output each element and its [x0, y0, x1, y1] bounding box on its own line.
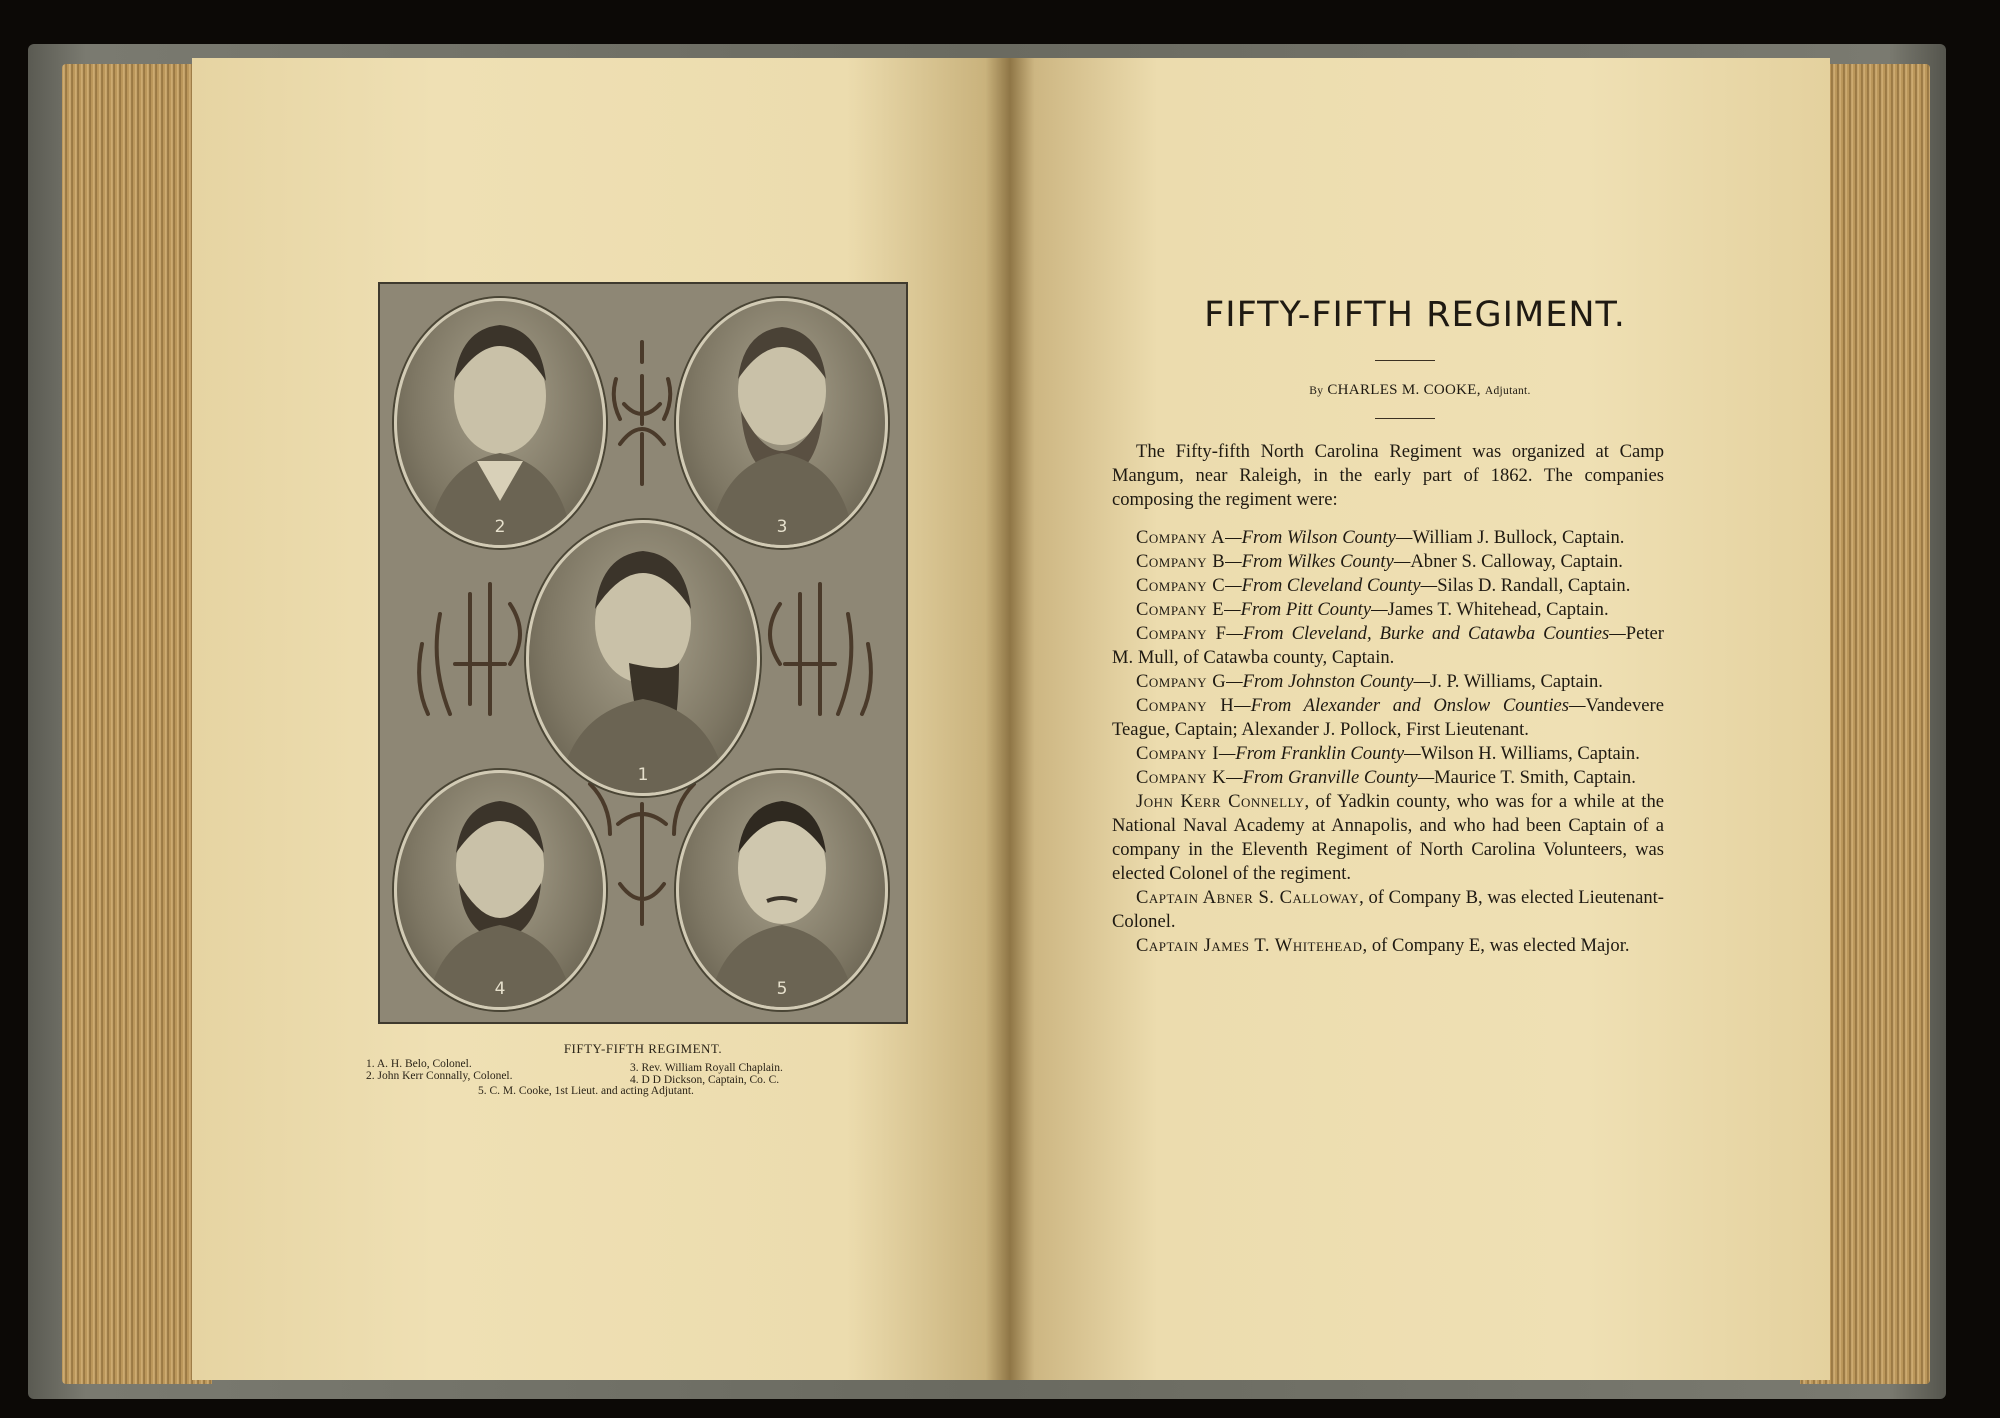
company-entry: Company K—From Granville County—Maurice T. Smith, Captain.: [1136, 767, 1636, 788]
officer-figure-icon: [679, 301, 885, 545]
officer-paragraph: Captain Abner S. Calloway, of Company B, was elected Lieutenant-Colonel.: [1112, 887, 1664, 932]
portrait-5: [676, 770, 888, 1010]
company-entry: Company F—From Cleveland, Burke and Catawba Counties—Peter M. Mull, of Catawba county, Captain.: [1112, 623, 1665, 668]
portrait-2: [394, 298, 606, 548]
chapter-body: [1112, 440, 1664, 958]
portrait-3: [676, 298, 888, 548]
company-entry: Company B—From Wilkes County—Abner S. Calloway, Captain.: [1136, 551, 1623, 572]
company-entry: Company A—From Wilson County—William J. Bullock, Captain.: [1136, 527, 1625, 548]
company-entry: Company G—From Johnston County—J. P. Williams, Captain.: [1136, 671, 1603, 692]
plate-caption-title: FIFTY-FIFTH REGIMENT.: [563, 1041, 723, 1056]
portrait-number: 2: [494, 517, 506, 537]
page-edges-left: [62, 64, 212, 1384]
portrait-number: 4: [494, 979, 506, 999]
company-entry: Company E—From Pitt County—James T. Whitehead, Captain.: [1136, 599, 1609, 620]
company-entry: Company I—From Franklin County—Wilson H. Williams, Captain.: [1136, 743, 1640, 764]
portrait-4: [394, 770, 606, 1010]
byline-by: By: [1309, 385, 1324, 397]
officer-figure-icon: [397, 773, 603, 1007]
chapter-title: FIFTY-FIFTH REGIMENT.: [1204, 295, 1626, 335]
byline-rule: [1375, 418, 1435, 419]
byline-name: CHARLES M. COOKE,: [1327, 382, 1481, 398]
portrait-plate: [378, 282, 908, 1024]
intro-paragraph: The Fifty-fifth North Carolina Regiment was organized at Camp Mangum, near Raleigh, in the early part of 1862. The companies composing the regiment were:: [1112, 441, 1664, 510]
officer-figure-icon: [397, 301, 603, 545]
portrait-number: 5: [776, 979, 788, 999]
company-entry: Company C—From Cleveland County—Silas D. Randall, Captain.: [1136, 575, 1631, 596]
caption-entry: 3. Rev. William Royall Chaplain.: [630, 1062, 783, 1074]
caption-entry: 2. John Kerr Connally, Colonel.: [366, 1070, 513, 1082]
officer-paragraph: John Kerr Connelly, of Yadkin county, who was for a while at the National Naval Academy at Annapolis, and who had been Captain of a company in the Eleventh Regiment of North Carolina Volunteers, was elected Colonel of the regiment.: [1112, 791, 1664, 884]
caption-entry: 5. C. M. Cooke, 1st Lieut. and acting Adjutant.: [478, 1085, 694, 1097]
officer-figure-icon: [679, 773, 885, 1007]
caption-entry: 4. D D Dickson, Captain, Co. C.: [630, 1074, 780, 1086]
portrait-number: 3: [776, 517, 788, 537]
officer-figure-icon: [529, 523, 757, 793]
officer-paragraph: Captain James T. Whitehead, of Company E, was elected Major.: [1136, 935, 1630, 956]
portrait-1: [526, 520, 760, 796]
caption-entry: 1. A. H. Belo, Colonel.: [366, 1058, 472, 1070]
company-entry: Company H—From Alexander and Onslow Counties—Vandevere Teague, Captain; Alexander J. Pollock, First Lieutenant.: [1112, 695, 1664, 740]
byline: [1060, 382, 1780, 399]
title-rule: [1375, 360, 1435, 361]
portrait-number: 1: [637, 765, 649, 785]
byline-role: Adjutant.: [1484, 385, 1531, 397]
